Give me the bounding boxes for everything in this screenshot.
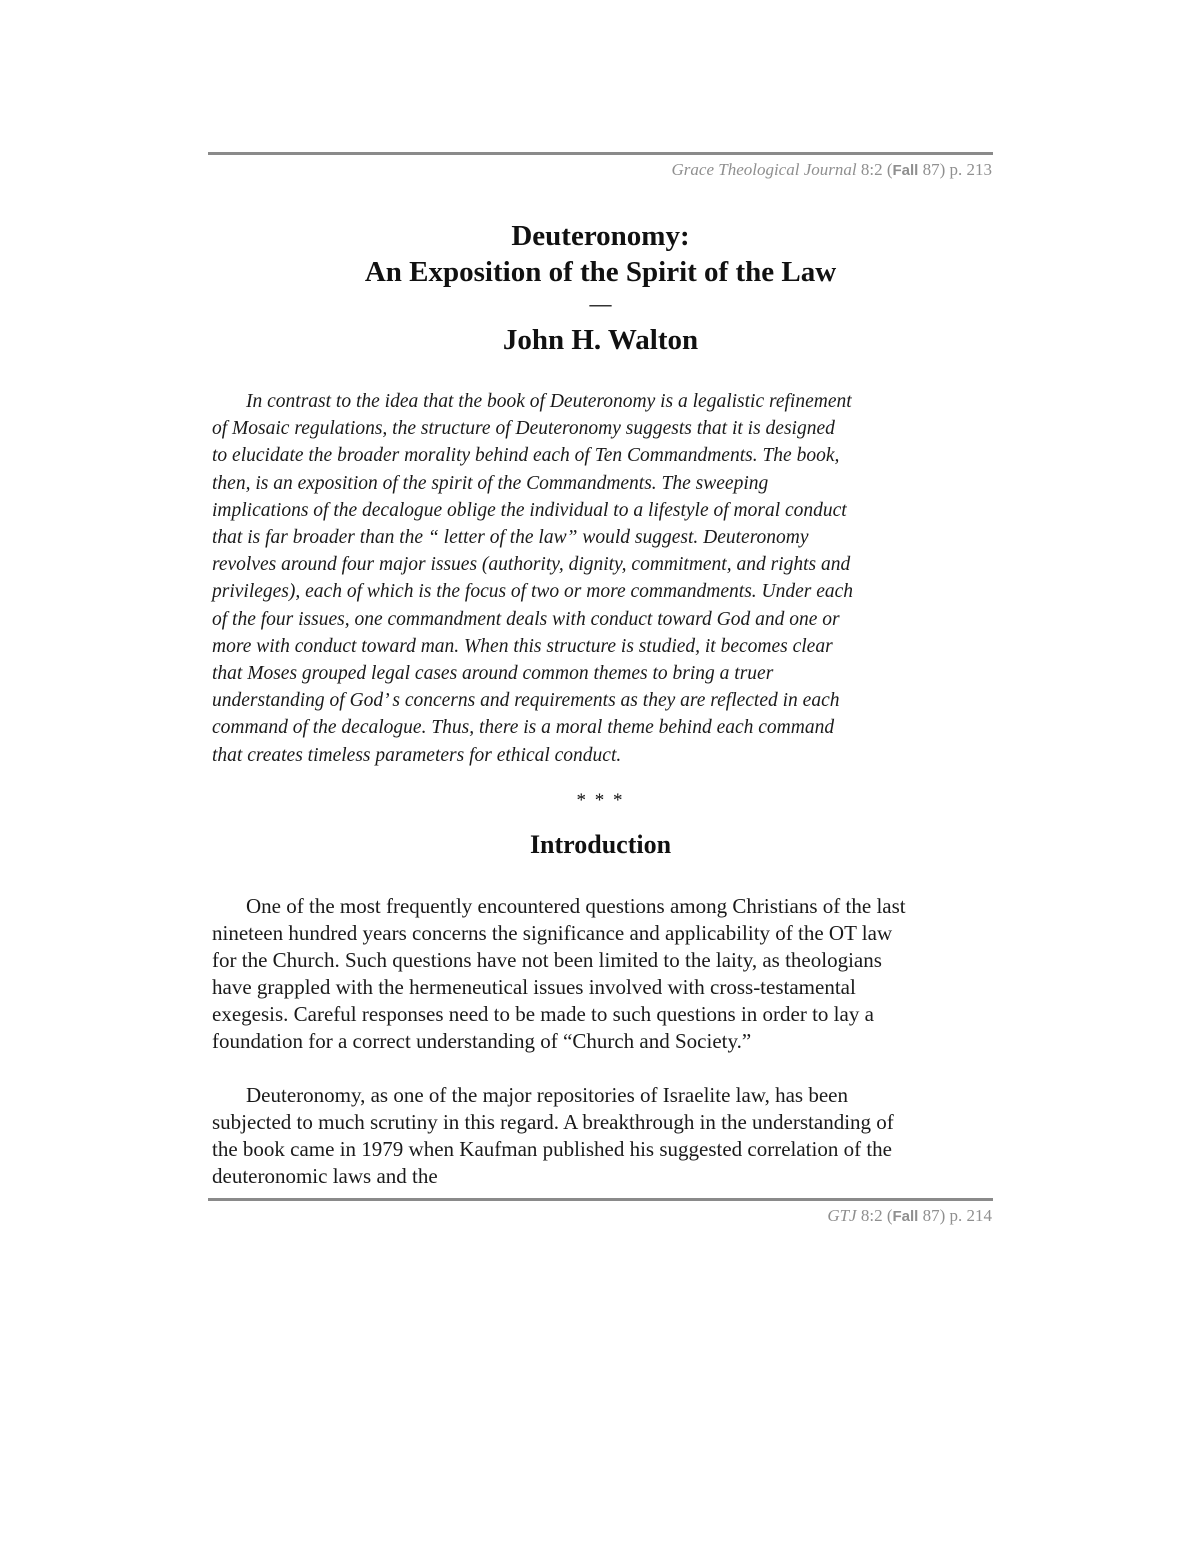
journal-season: Fall	[892, 162, 919, 179]
footer-page: 87) p. 214	[922, 1206, 992, 1225]
abstract-line: more with conduct toward man. When this structure is studied, it becomes clear	[212, 635, 833, 657]
abstract-line: that is far broader than the “ letter of the law” would suggest. Deuteronomy	[212, 527, 809, 549]
body-line: have grappled with the hermeneutical issues involved with cross-testamental	[212, 975, 856, 999]
footer-journal-abbrev: GTJ	[827, 1206, 857, 1225]
footer-season: Fall	[892, 1208, 919, 1225]
section-heading: Introduction	[529, 830, 672, 859]
title-dash: —	[589, 291, 612, 316]
abstract-line: understanding of God’ s concerns and requirements as they are reflected in each	[212, 690, 840, 712]
abstract-line: privileges), each of which is the focus of two or more commandments. Under each	[212, 581, 854, 603]
abstract	[212, 388, 996, 769]
abstract-line: then, is an exposition of the spirit of the Commandments. The sweeping	[212, 472, 769, 494]
body-line: exegesis. Careful responses need to be made to such questions in order to lay a	[212, 1002, 874, 1026]
journal-volume: 8:2 (	[860, 160, 893, 179]
running-header	[672, 160, 993, 180]
section-separator: * * *	[576, 790, 625, 811]
article-title-line-1: Deuteronomy:	[511, 220, 690, 252]
body-paragraph-2	[212, 1082, 996, 1190]
abstract-line: to elucidate the broader morality behind each of Ten Commandments. The book,	[212, 445, 840, 467]
body-line: subjected to much scrutiny in this regard. A breakthrough in the understanding of	[212, 1110, 894, 1134]
author-name: John H. Walton	[502, 324, 699, 356]
running-footer	[827, 1206, 992, 1226]
abstract-line: of the four issues, one commandment deals with conduct toward God and one or	[212, 608, 840, 630]
abstract-line: that Moses grouped legal cases around common themes to bring a truer	[212, 663, 774, 685]
body-line: nineteen hundred years concerns the significance and applicability of the OT law	[212, 921, 893, 945]
abstract-line: In contrast to the idea that the book of Deuteronomy is a legalistic refinement	[246, 391, 852, 412]
abstract-line: implications of the decalogue oblige the individual to a lifestyle of moral conduct	[212, 499, 847, 521]
body-line: Deuteronomy, as one of the major repositories of Israelite law, has been	[246, 1083, 848, 1107]
body-paragraph-1	[212, 893, 996, 1055]
journal-name: Grace Theological Journal	[671, 160, 857, 179]
journal-page: 87) p. 213	[922, 160, 992, 179]
abstract-line: revolves around four major issues (authority, dignity, commitment, and rights and	[212, 554, 851, 576]
abstract-line: command of the decalogue. Thus, there is a moral theme behind each command	[212, 717, 835, 739]
top-rule	[208, 152, 993, 155]
title-block	[208, 218, 993, 358]
article-title-line-2: An Exposition of the Spirit of the Law	[364, 256, 837, 288]
abstract-line: of Mosaic regulations, the structure of Deuteronomy suggests that it is designed	[212, 418, 835, 440]
abstract-line: that creates timeless parameters for ethical conduct.	[212, 744, 622, 766]
body-line: foundation for a correct understanding of “Church and Society.”	[212, 1029, 752, 1053]
body-line: One of the most frequently encountered questions among Christians of the last	[246, 894, 906, 918]
footer-volume: 8:2 (	[860, 1206, 893, 1225]
body-line: the book came in 1979 when Kaufman published his suggested correlation of the	[212, 1137, 892, 1161]
body-line: for the Church. Such questions have not been limited to the laity, as theologians	[212, 948, 882, 972]
bottom-rule	[208, 1198, 993, 1201]
body-line: deuteronomic laws and the	[212, 1164, 438, 1188]
